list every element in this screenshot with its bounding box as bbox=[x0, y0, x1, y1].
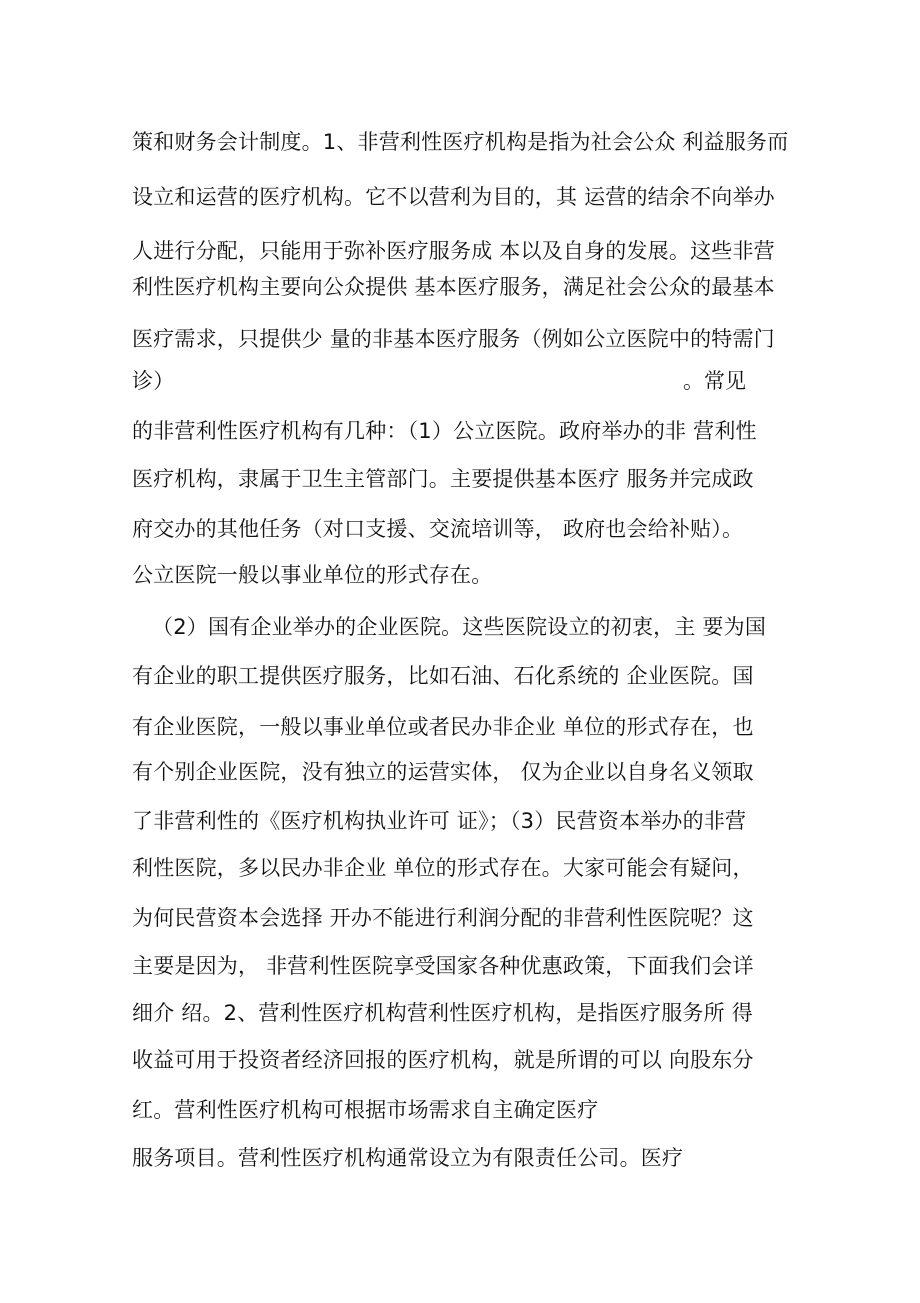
text-line: 诊） bbox=[132, 369, 175, 393]
text-line: 有个别企业医院，没有独立的运营实体， 仅为企业以自身名义领取 bbox=[132, 760, 754, 784]
trailing-fragment: 。常见 bbox=[683, 369, 746, 393]
text-line: 利性医疗机构主要向公众提供 基本医疗服务，满足社会公众的最基本 bbox=[132, 275, 775, 299]
text-line: 红。营利性医疗机构可根据市场需求自主确定医疗 bbox=[132, 1098, 599, 1122]
text-line: 医疗需求，只提供少 量的非基本医疗服务（例如公立医院中的特需门 bbox=[132, 327, 775, 351]
text-line: （2）国有企业举办的企业医院。这些医院设立的初衷，主 要为国 bbox=[152, 615, 767, 639]
text-line: 为何民营资本会选择 开办不能进行利润分配的非营利性医院呢？这 bbox=[132, 906, 754, 930]
text-line: 服务项目。营利性医疗机构通常设立为有限责任公司。医疗 bbox=[132, 1146, 684, 1170]
text-line: 策和财务会计制度。1、非营利性医疗机构是指为社会公众 利益服务而 bbox=[132, 130, 789, 154]
text-line: 了非营利性的《医疗机构执业许可 证》；（3）民营资本举办的非营 bbox=[132, 809, 747, 833]
text-line: 医疗机构，隶属于卫生主管部门。主要提供基本医疗 服务并完成政 bbox=[132, 467, 754, 491]
text-line: 公立医院一般以事业单位的形式存在。 bbox=[132, 563, 493, 587]
text-line: 细介 绍。2、营利性医疗机构营利性医疗机构，是指医疗服务所 得 bbox=[132, 1001, 753, 1025]
text-line: 主要是因为， 非营利性医院享受国家各种优惠政策，下面我们会详 bbox=[132, 954, 754, 978]
text-line: 设立和运营的医疗机构。它不以营利为目的，其 运营的结余不向举办 bbox=[132, 185, 775, 209]
text-line: 府交办的其他任务（对口支援、交流培训等， 政府也会给补贴）。 bbox=[132, 517, 744, 541]
text-line: 有企业的职工提供医疗服务，比如石油、石化系统的 企业医院。国 bbox=[132, 664, 754, 688]
text-line: 利性医院，多以民办非企业 单位的形式存在。大家可能会有疑问， bbox=[132, 856, 754, 880]
text-line: 人进行分配，只能用于弥补医疗服务成 本以及自身的发展。这些非营 bbox=[132, 239, 775, 263]
text-line: 有企业医院，一般以事业单位或者民办非企业 单位的形式存在，也 bbox=[132, 715, 754, 739]
text-line: 的非营利性医疗机构有几种：（1）公立医院。政府举办的非 营利性 bbox=[132, 419, 757, 443]
text-line: 收益可用于投资者经济回报的医疗机构，就是所谓的可以 向股东分 bbox=[132, 1048, 754, 1072]
